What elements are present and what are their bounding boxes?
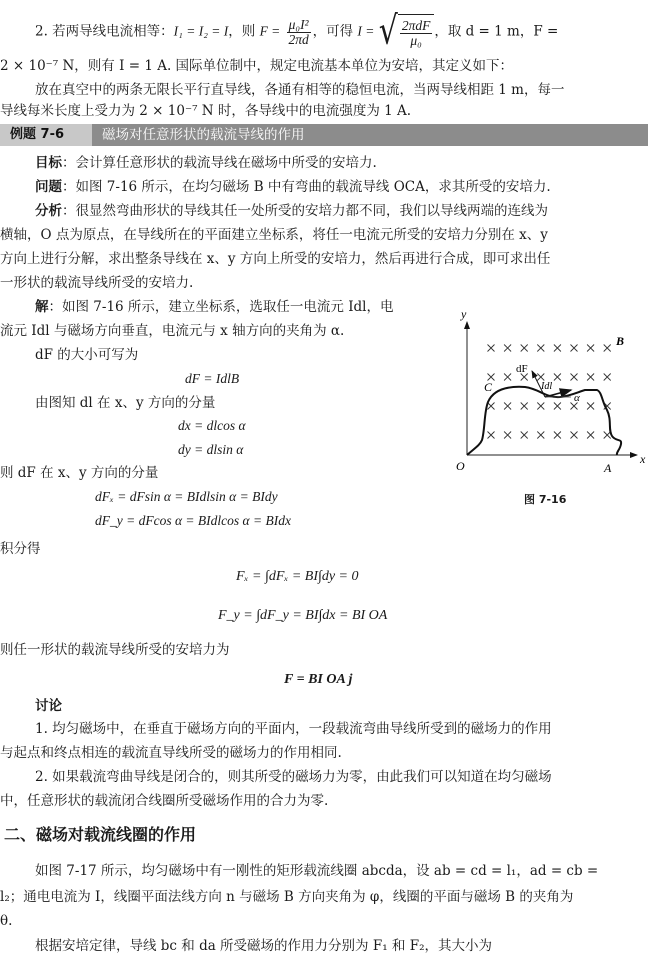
field-cross-icon (521, 345, 528, 352)
result-intro: 则任一形状的载流导线所受的安培力为 (0, 642, 230, 658)
section2-p1-line2: l₂；通电电流为 I，线圈平面法线方向 n 与磁场 B 方向夹角为 φ，线圈的平面与磁场 B 的夹角为 (0, 889, 574, 905)
analysis-line-2: 横轴，O 点为原点，在导线所在的平面建立坐标系，将任一电流元所受的安培力分别在 x、y (0, 227, 548, 243)
discussion-item2-line1: 2. 如果载流弯曲导线是闭合的，则其所受的磁场力为零，由此我们可以知道在均匀磁场 (35, 769, 552, 785)
equation-F-result: F = BI OA j (284, 672, 353, 687)
analysis-label: 分析 (35, 203, 62, 219)
force-label: dF (516, 363, 528, 375)
intro-line-2: 2 × 10⁻⁷ N，则有 I = 1 A. 国际单位制中，规定电流基本单位为安培，其定义如下： (0, 58, 514, 74)
field-cross-icon (604, 374, 611, 381)
current-element-label: Idl (541, 381, 553, 392)
discussion-item2-line2: 中，任意形状的载流闭合线圈所受磁场作用的合力为零. (0, 793, 329, 809)
intro-text: ，取 d = 1 m，F = (434, 23, 559, 40)
field-cross-icon (488, 432, 495, 439)
goal-label: 目标 (35, 155, 62, 171)
sqrt-sign: √ (378, 8, 398, 55)
intro-text: ，可得 (312, 23, 358, 40)
analysis-line-4: 一形状的载流导线所受的安培力. (0, 275, 194, 291)
point-A-label: A (604, 461, 612, 475)
field-cross-icon (571, 374, 578, 381)
equation-currents-equal: I₁ = I₂ = I (173, 23, 229, 39)
problem-line (0, 177, 653, 197)
equation-Fy: F_y = ∫dF_y = BI∫dx = BI OA (218, 608, 388, 623)
section2-p1-line3: θ. (0, 913, 13, 929)
intro-para2-line1: 放在真空中的两条无限长平行直导线，各通有相等的稳恒电流，当两导线相距 1 m，每一 (35, 82, 565, 98)
analysis-text: ：很显然弯曲形状的导线其任一处所受的安培力都不同，我们以导线两端的连线为 (62, 203, 548, 219)
equation-force: F = (259, 23, 281, 39)
y-axis-label: y (461, 307, 467, 321)
discussion-label: 讨论 (35, 698, 62, 714)
wire-OCA (467, 387, 621, 455)
goal-text: ：会计算任意形状的载流导线在磁场中所受的安培力. (62, 155, 377, 171)
goal-line (0, 153, 653, 173)
x-axis-label: x (640, 452, 646, 466)
equation-dy: dy = dlsin α (178, 442, 244, 457)
solution-text: ：如图 7-16 所示，建立坐标系，选取任一电流元 Idl，电 (48, 299, 394, 315)
field-cross-icon (587, 432, 594, 439)
equation-current: I = (357, 23, 375, 39)
fraction-denominator: 2πd (288, 31, 309, 47)
field-cross-icon (488, 403, 495, 410)
section-title: 二、磁场对载流线圈的作用 (4, 825, 197, 844)
field-cross-icon (554, 374, 561, 381)
example-title: 磁场对任意形状的载流导线的作用 (92, 124, 648, 146)
field-cross-icon (521, 403, 528, 410)
field-cross-icon (571, 432, 578, 439)
dF-components-intro: 则 dF 在 x、y 方向的分量 (0, 465, 159, 481)
analysis-line-3: 方向上进行分解，求出整条导线在 x、y 方向上所受的安培力，然后再进行合成，即可求出任 (0, 251, 551, 267)
discussion-item1-line1: 1. 均匀磁场中，在垂直于磁场方向的平面内，一段载流弯曲导线所受到的磁场力的作用 (35, 721, 552, 737)
section2-p1-line1: 如图 7-17 所示，均匀磁场中有一刚性的矩形载流线圈 abcda，设 ab = cd = l₁，ad = cb = (35, 863, 599, 879)
field-B-label: B (616, 334, 625, 348)
sqrt-expression (378, 8, 435, 55)
field-cross-icon (504, 374, 511, 381)
intro-text: 2. 若两导线电流相等： (35, 23, 174, 40)
intro-para2-line2: 导线每米长度上受力为 2 × 10⁻⁷ N 时，各导线中的电流强度为 1 A. (0, 103, 412, 119)
origin-label: O (456, 459, 465, 473)
solution-line-2: 流元 Idl 与磁场方向垂直，电流元与 x 轴方向的夹角为 α. (0, 323, 345, 339)
problem-label: 问题 (35, 179, 62, 195)
field-cross-icon (554, 432, 561, 439)
discussion-item1-line2: 与起点和终点相连的载流直导线所受的磁场力的作用相同. (0, 745, 342, 761)
dl-intro: 由图知 dl 在 x、y 方向的分量 (35, 395, 216, 411)
example-header (0, 124, 648, 146)
intro-text: ，则 (228, 23, 260, 40)
section2-p2-line1: 根据安培定律，导线 bc 和 da 所受磁场的作用力分别为 F₁ 和 F₂，其大小为 (35, 938, 492, 954)
field-cross-icon (587, 374, 594, 381)
field-cross-icon (504, 345, 511, 352)
field-cross-icon (537, 403, 544, 410)
angle-label: α (574, 392, 580, 404)
figure-caption: 图 7-16 (524, 493, 567, 506)
field-cross-icon (587, 345, 594, 352)
solution-line-1 (0, 297, 394, 317)
fraction-denominator: μ₀ (410, 33, 422, 48)
fraction-sqrt (400, 19, 433, 48)
equation-dx: dx = dlcos α (178, 418, 246, 433)
solution-label: 解 (35, 299, 49, 315)
example-tag: 例题 7-6 (0, 124, 92, 146)
field-cross-icon (587, 403, 594, 410)
dF-intro: dF 的大小可写为 (35, 347, 139, 363)
field-cross-icon (488, 345, 495, 352)
integrate-intro: 积分得 (0, 541, 41, 557)
field-cross-icon (537, 374, 544, 381)
intro-line-1 (0, 8, 653, 55)
fraction-force (287, 18, 311, 47)
field-cross-icon (521, 432, 528, 439)
field-cross-icon (537, 345, 544, 352)
field-cross-icon (504, 403, 511, 410)
fraction-numerator: μ₀I² (288, 16, 309, 32)
analysis-line-1 (0, 201, 653, 221)
field-cross-icon (504, 432, 511, 439)
field-cross-icon (571, 345, 578, 352)
problem-text: ：如图 7-16 所示，在均匀磁场 B 中有弯曲的载流导线 OCA，求其所受的安培力. (62, 179, 551, 195)
point-C-label: C (484, 380, 493, 394)
field-cross-icon (554, 345, 561, 352)
figure-7-16 (440, 300, 653, 515)
equation-dFx: dFₓ = dFsin α = BIdlsin α = BIdy (95, 489, 278, 504)
field-cross-icon (554, 403, 561, 410)
field-cross-icon (604, 345, 611, 352)
field-cross-icon (537, 432, 544, 439)
equation-dF: dF = IdlB (185, 371, 240, 386)
fraction-numerator: 2πdF (401, 18, 431, 33)
equation-dFy: dF_y = dFcos α = BIdlcos α = BIdx (95, 513, 291, 528)
equation-Fx: Fₓ = ∫dFₓ = BI∫dy = 0 (236, 569, 359, 584)
